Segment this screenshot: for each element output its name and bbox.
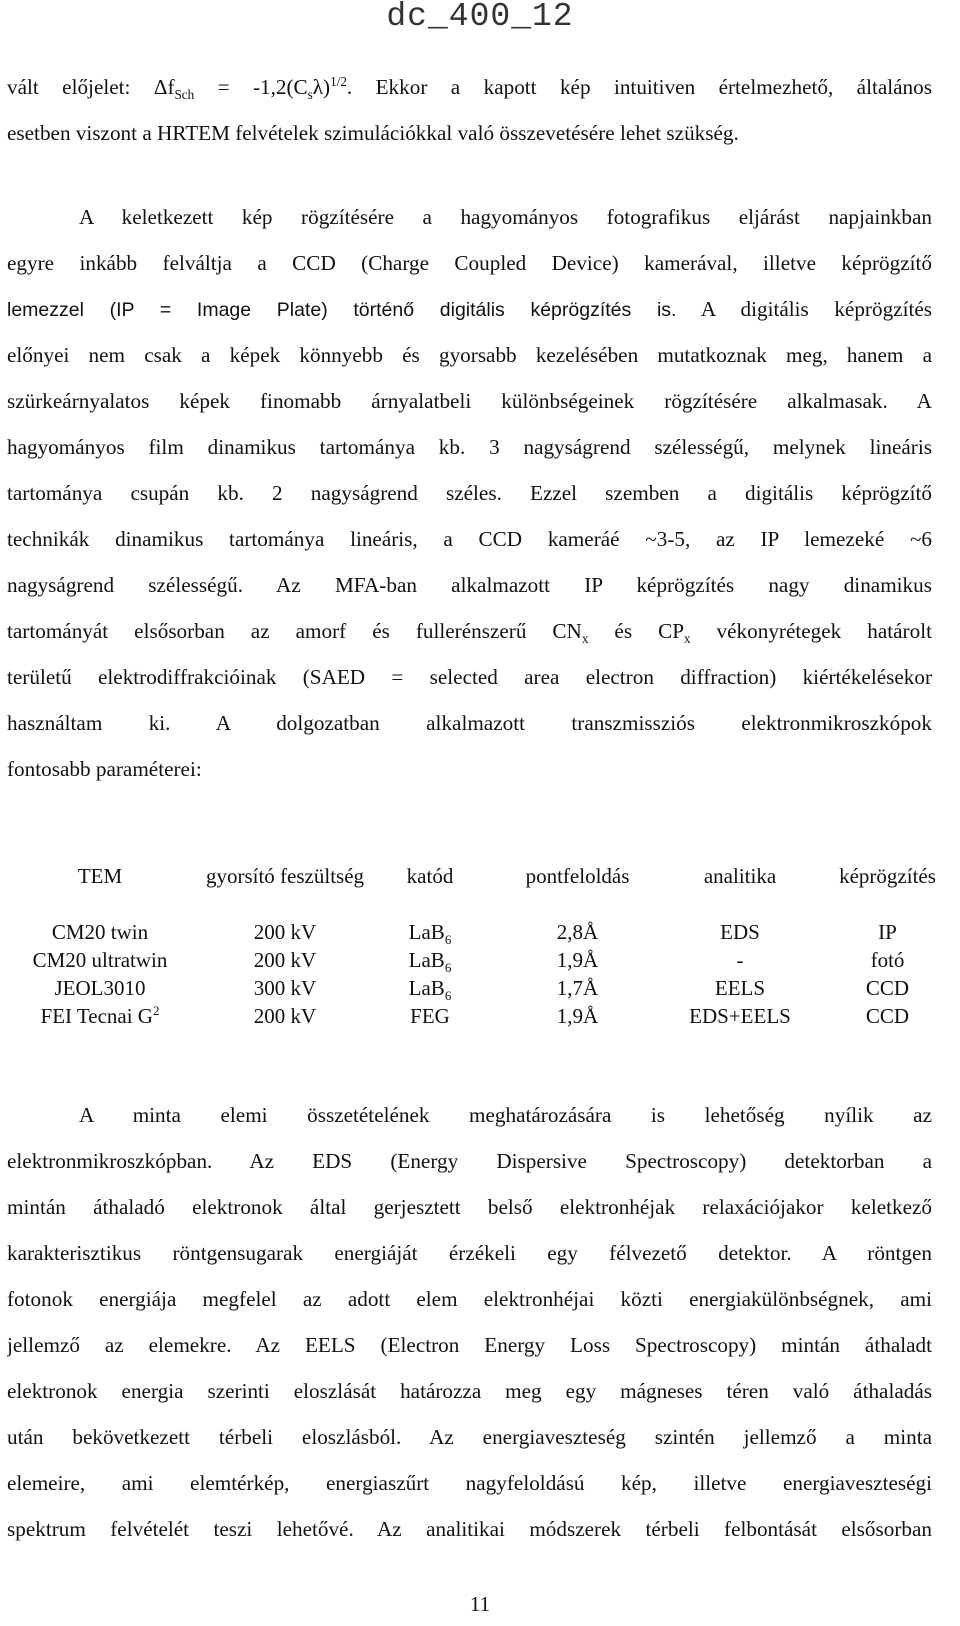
- cell-microscope: CM20 ultratwin: [32, 948, 168, 972]
- cell-microscope: CM20 twin: [51, 920, 149, 944]
- cell-cathode: FEG: [410, 1004, 450, 1028]
- text-line: fotonok energiája megfelel az adott elem elektronhéjai közti energiakülönbségnek, ami: [7, 1287, 932, 1311]
- text-line: vált előjelet: $\Delta f_{Sch} = -1,2(C_s\lambda)^{1/2}$. Ekkor a kapott kép intuitiven értelmezhető, általános: [7, 73, 932, 103]
- text-line: spektrum felvételét teszi lehetővé. Az analitikai módszerek térbeli felbontását elsősorban: [7, 1517, 932, 1541]
- table-row: [0, 976, 960, 1004]
- tem-parameters-table: [0, 862, 960, 1032]
- cell-analytics: -: [736, 948, 744, 972]
- cell-resolution: 1,9Å: [556, 1004, 599, 1028]
- text-line: területű elektrodiffrakcióinak (SAED = selected area electron diffraction) kiértékelésekor: [7, 665, 932, 689]
- paragraph-defocus: [7, 64, 932, 156]
- table-row: [0, 920, 960, 948]
- text-line: elektronmikroszkópban. Az EDS (Energy Dispersive Spectroscopy) detektorban a: [7, 1149, 932, 1173]
- paragraph-image-recording: [7, 194, 932, 792]
- cell-cathode: LaB$_6$: [408, 948, 452, 976]
- cell-resolution: 1,7Å: [556, 976, 599, 1000]
- header-cell-voltage: gyorsító feszültség: [205, 864, 365, 888]
- table-row: [0, 948, 960, 976]
- cell-voltage: 300 kV: [253, 976, 317, 1000]
- text-line: egyre inkább felváltja a CCD (Charge Coupled Device) kamerával, illetve képrögzítő: [7, 251, 932, 275]
- text-line: hagyományos film dinamikus tartománya kb. 3 nagyságrend szélességű, melynek lineáris: [7, 435, 932, 459]
- text-line: nagyságrend szélességű. Az MFA-ban alkalmazott IP képrögzítés nagy dinamikus: [7, 573, 932, 597]
- text-line: fontosabb paraméterei:: [7, 757, 202, 781]
- text-line: elemeire, ami elemtérkép, energiaszűrt nagyfeloldású kép, illetve energiaveszteségi: [7, 1471, 932, 1495]
- cell-recording: fotó: [870, 948, 905, 972]
- text-line: karakterisztikus röntgensugarak energiáját érzékeli egy félvezető detektor. A röntgen: [7, 1241, 932, 1265]
- header-cell-tem: TEM: [77, 864, 123, 888]
- cell-analytics: EDS+EELS: [689, 1004, 791, 1028]
- cell-recording: CCD: [865, 1004, 910, 1028]
- header-cell-analytics: analitika: [703, 864, 777, 888]
- text-line: szürkeárnyalatos képek finomabb árnyalatbeli különbségeinek rögzítésére alkalmasak. A: [7, 389, 932, 413]
- page-number: 11: [469, 1592, 491, 1616]
- text-line: után bekövetkezett térbeli eloszlásból. Az energiaveszteség szintén jellemző a minta: [7, 1425, 932, 1449]
- text-line: előnyei nem csak a képek könnyebb és gyorsabb kezelésében mutatkoznak meg, hanem a: [7, 343, 932, 367]
- cell-voltage: 200 kV: [253, 948, 317, 972]
- text-line: technikák dinamikus tartománya lineáris, a CCD kameráé ~3-5, az IP lemezeké ~6: [7, 527, 932, 551]
- header-cell-cathode: katód: [406, 864, 454, 888]
- cell-cathode: LaB$_6$: [408, 920, 452, 948]
- header-cell-recording: képrögzítés: [839, 864, 936, 888]
- text-line: lemezzel (IP = Image Plate) történő digitális képrögzítés is. A digitális képrögzítés: [7, 297, 932, 321]
- text-line: tartománya csupán kb. 2 nagyságrend széles. Ezzel szemben a digitális képrögzítő: [7, 481, 932, 505]
- cell-cathode: LaB$_6$: [408, 976, 452, 1004]
- text-line: elektronok energia szerinti eloszlását határozza meg egy mágneses téren való áthaladás: [7, 1379, 932, 1403]
- cell-analytics: EDS: [720, 920, 760, 944]
- text-line: jellemző az elemekre. Az EELS (Electron Energy Loss Spectroscopy) mintán áthaladt: [7, 1333, 932, 1357]
- text-line: A keletkezett kép rögzítésére a hagyományos fotografikus eljárást napjainkban: [79, 205, 932, 229]
- cell-analytics: EELS: [714, 976, 766, 1000]
- cell-resolution: 2,8Å: [556, 920, 599, 944]
- sans-serif-text: lemezzel (IP = Image Plate) történő digitális képrögzítés is.: [7, 299, 677, 321]
- cell-microscope: FEI Tecnai $G^2$: [40, 1003, 160, 1028]
- paragraph-analytics: [7, 1092, 932, 1552]
- text-line: használtam ki. A dolgozatban alkalmazott transzmissziós elektronmikroszkópok: [7, 711, 932, 735]
- document-id-header: dc_400_12: [386, 0, 574, 35]
- table-header-row: [0, 862, 960, 920]
- cell-voltage: 200 kV: [253, 920, 317, 944]
- cell-resolution: 1,9Å: [556, 948, 599, 972]
- text-line: esetben viszont a HRTEM felvételek szimulációkkal való összevetésére lehet szükség.: [7, 121, 739, 145]
- cell-voltage: 200 kV: [253, 1004, 317, 1028]
- cell-microscope: JEOL3010: [54, 976, 146, 1000]
- table-row: [0, 1004, 960, 1032]
- text-line: mintán áthaladó elektronok által gerjesztett belső elektronhéjak relaxációjakor keletkező: [7, 1195, 932, 1219]
- text-line: A minta elemi összetételének meghatározására is lehetőség nyílik az: [79, 1103, 932, 1127]
- text-line: tartományát elsősorban az amorf és fullerénszerű $CN_x$ és $CP_x$ vékonyrétegek határolt: [7, 619, 932, 647]
- cell-recording: IP: [878, 920, 897, 944]
- cell-recording: CCD: [865, 976, 910, 1000]
- header-cell-resolution: pontfeloldás: [525, 864, 630, 888]
